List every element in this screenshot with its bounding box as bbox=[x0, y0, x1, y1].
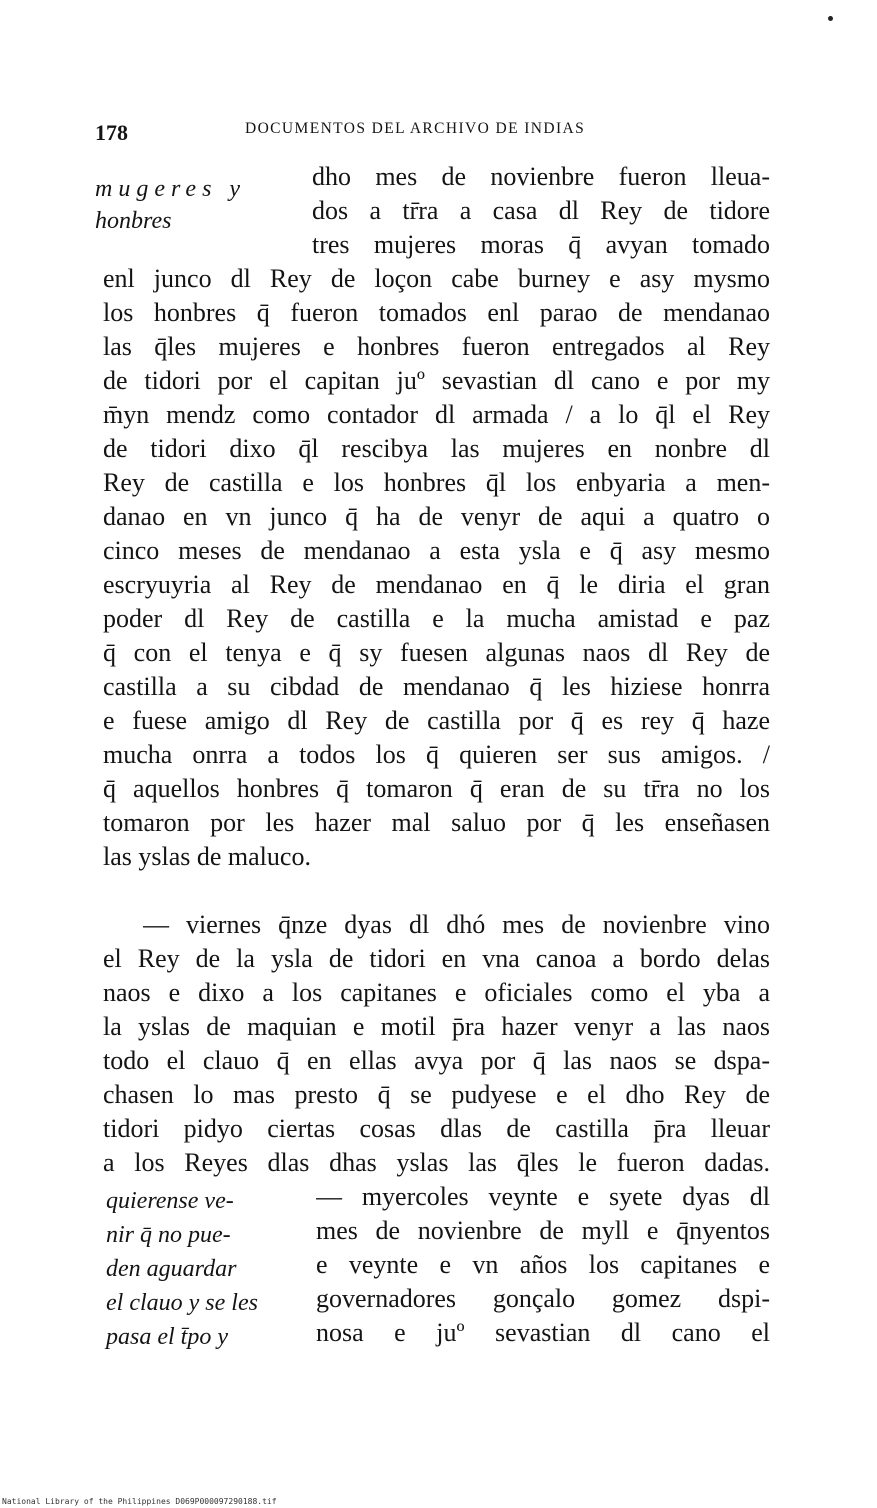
text-line: danao en vn junco q̄ ha de venyr de aqui a quatro o bbox=[103, 502, 770, 531]
text-line: dho mes de novienbre fueron lleua- bbox=[312, 162, 770, 191]
margin-note-line: den aguardar bbox=[106, 1256, 237, 1282]
text-line: mes de novienbre de myll e q̄nyentos bbox=[316, 1216, 770, 1245]
text-line: tomaron por les hazer mal saluo por q̄ les enseñasen bbox=[103, 808, 770, 837]
margin-note-line: el clauo y se les bbox=[106, 1290, 258, 1316]
scan-source-footer: National Library of the Philippines D069P000097290188.tif bbox=[2, 1497, 277, 1506]
text-line: castilla a su cibdad de mendanao q̄ les hiziese honrra bbox=[103, 672, 770, 701]
text-line: — viernes q̄nze dyas dl dhó mes de novienbre vino bbox=[143, 910, 770, 939]
text-line: e fuese amigo dl Rey de castilla por q̄ es rey q̄ haze bbox=[103, 706, 770, 735]
text-line: nosa e juº sevastian dl cano el bbox=[316, 1318, 770, 1347]
text-line: q̄ con el tenya e q̄ sy fuesen algunas naos dl Rey de bbox=[103, 638, 770, 667]
margin-note-line: honbres bbox=[95, 208, 172, 234]
text-line: de tidori dixo q̄l rescibya las mujeres en nonbre dl bbox=[103, 434, 770, 463]
text-line: las yslas de maluco. bbox=[103, 842, 311, 871]
text-line: cinco meses de mendanao a esta ysla e q̄ asy mesmo bbox=[103, 536, 770, 565]
running-head: DOCUMENTOS DEL ARCHIVO DE INDIAS bbox=[245, 120, 586, 137]
margin-note-line: pasa el t̄po y bbox=[106, 1324, 228, 1350]
text-line: e veynte e vn años los capitanes e bbox=[316, 1250, 770, 1279]
text-line: naos e dixo a los capitanes e oficiales como el yba a bbox=[103, 978, 770, 1007]
text-line: poder dl Rey de castilla e la mucha amistad e paz bbox=[103, 604, 770, 633]
text-line: tidori pidyo ciertas cosas dlas de castilla p̄ra lleuar bbox=[103, 1114, 770, 1143]
margin-note-line: mugeres y bbox=[95, 176, 247, 202]
text-line: Rey de castilla e los honbres q̄l los enbyaria a men- bbox=[103, 468, 770, 497]
text-line: todo el clauo q̄ en ellas avya por q̄ las naos se dspa- bbox=[103, 1046, 770, 1075]
text-line: a los Reyes dlas dhas yslas las q̄les le fueron dadas. bbox=[103, 1148, 770, 1177]
text-line: dos a tr̄ra a casa dl Rey de tidore bbox=[312, 196, 770, 225]
text-line: — myercoles veynte e syete dyas dl bbox=[316, 1182, 770, 1211]
text-line: las q̄les mujeres e honbres fueron entregados al Rey bbox=[103, 332, 770, 361]
text-line: chasen lo mas presto q̄ se pudyese e el dho Rey de bbox=[103, 1080, 770, 1109]
page-header bbox=[95, 116, 795, 146]
text-line: de tidori por el capitan juº sevastian dl cano e por my bbox=[103, 366, 770, 395]
text-line: governadores gonçalo gomez dspi- bbox=[316, 1284, 770, 1313]
text-line: la yslas de maquian e motil p̄ra hazer venyr a las naos bbox=[103, 1012, 770, 1041]
margin-note-line: quierense ve- bbox=[106, 1188, 234, 1214]
text-line: el Rey de la ysla de tidori en vna canoa a bordo delas bbox=[103, 944, 770, 973]
page-number: 178 bbox=[95, 120, 128, 145]
text-line: enl junco dl Rey de loçon cabe burney e asy mysmo bbox=[103, 264, 770, 293]
text-line: q̄ aquellos honbres q̄ tomaron q̄ eran de su tr̄ra no los bbox=[103, 774, 770, 803]
text-line: mucha onrra a todos los q̄ quieren ser sus amigos. / bbox=[103, 740, 770, 769]
text-line: escryuyria al Rey de mendanao en q̄ le diria el gran bbox=[103, 570, 770, 599]
scan-speck bbox=[828, 16, 833, 21]
text-line: m̄yn mendz como contador dl armada / a lo q̄l el Rey bbox=[103, 400, 770, 429]
margin-note-line: nir q̄ no pue- bbox=[106, 1222, 231, 1248]
text-line: tres mujeres moras q̄ avyan tomado bbox=[312, 230, 770, 259]
text-line: los honbres q̄ fueron tomados enl parao de mendanao bbox=[103, 298, 770, 327]
